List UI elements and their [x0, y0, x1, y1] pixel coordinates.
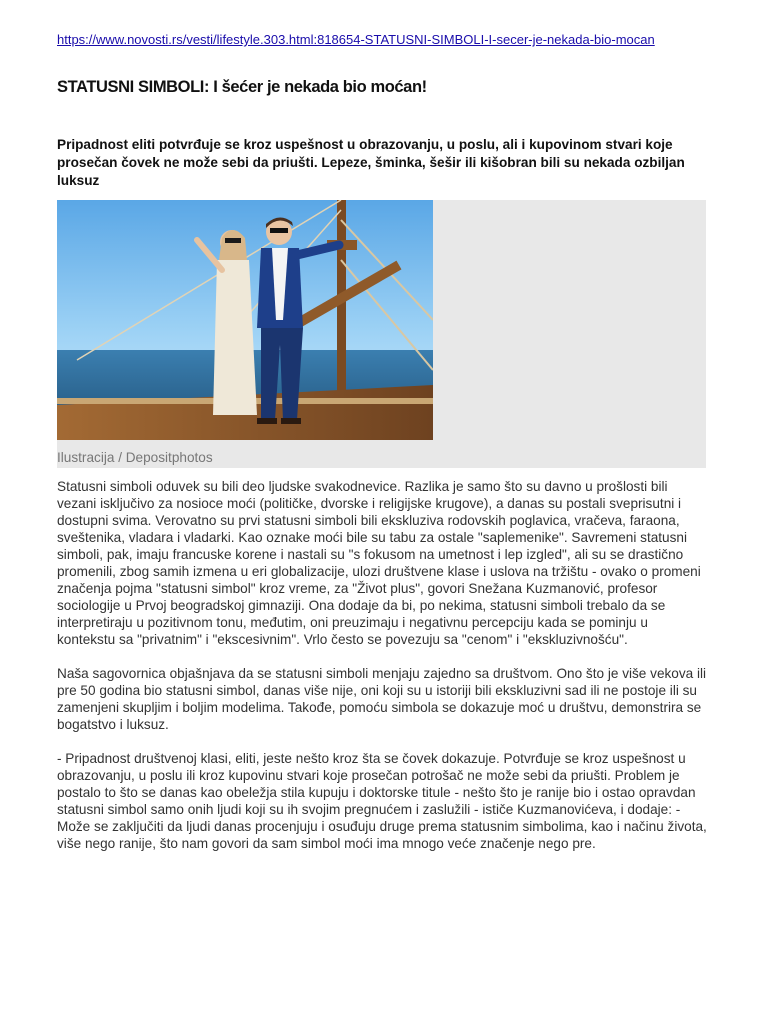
- photo-illustration: [57, 200, 433, 440]
- image-figure: [57, 200, 706, 468]
- body-paragraph-3: - Pripadnost društvenoj klasi, eliti, jeste nešto kroz šta se čovek dokazuje. Potvrđuje se kroz uspešnost u obrazovanju, u poslu ili kroz kupovinu stvari koje prosečan potrošač ne može sebi da priušti. Problem je postalo to što se danas kao obeležja stila kupuju i doktorske titule - nešto što je ranije bio i ostao opravdan statusni simbol samo onih ljudi koji su ih svojim pregnućem i zaslužili - ističe Kuzmanovićeva, i dodaje: - Može se zaključiti da ljudi danas procenjuju i osuđuju druge prema statusnim simbolima, kao i načinu života, više nego ranije, što nam govori da sam simbol moći ima mnogo veće značenje nego pre.: [57, 751, 707, 851]
- image-caption: Ilustracija / Depositphotos: [57, 450, 213, 465]
- article-photo: [57, 200, 433, 440]
- source-link[interactable]: https://www.novosti.rs/vesti/lifestyle.303.html:818654-STATUSNI-SIMBOLI-I-secer-je-nekada-bio-mocan: [57, 32, 655, 47]
- article-body: [57, 478, 709, 869]
- body-paragraph-1: Statusni simboli oduvek su bili deo ljudske svakodnevice. Razlika je samo što su davno u prošlosti bili vezani isključivo za nosioce moći (političke, dvorske i religijske krugove), a danas su postali sveprisutni i dostupni svima. Verovatno su prvi statusni simboli bili ekskluziva rodovskih poglavica, vračeva, faraona, sveštenika, vladara i vladarki. Kao oznake moći bile su tabu za ostale "saplemenike". Savremeni statusni simboli, pak, imaju francuske korene i nastali su "s fokusom na umetnost i lep izgled", ali su se drastično promenili, zbog samih izmena u eri globalizacije, ulozi društvene klase i uslova na tržištu - ovako o promeni značenja pojma "statusni simbol" kroz vreme, za "Život plus", govori Snežana Kuzmanović, profesor sociologije u Prvoj beogradskoj gimnaziji. Ona dodaje da bi, po nekima, statusni simboli trebalo da se interpretiraju u pozitivnom tonu, međutim, oni preuzimaju i negativnu percepciju kada se pominju u kontekstu sa "privatnim" i "ekscesivnim". Vrlo često se povezuju sa "cenom" i "ekskluzivnošću".: [57, 479, 701, 647]
- article-headline: STATUSNI SIMBOLI: I šećer je nekada bio moćan!: [57, 78, 427, 96]
- body-paragraph-2: Naša sagovornica objašnjava da se statusni simboli menjaju zajedno sa društvom. Ono što je više vekova ili pre 50 godina bio statusni simbol, danas više nije, oni koji su u istoriji bili ekskluzivni sad ili ne postoje ili su zamenjeni skupljim i boljim modelima. Takođe, pomoću simbola se dokazuje moć u društvu, demonstrira se bogatstvo i luksuz.: [57, 666, 707, 732]
- article-lede: Pripadnost eliti potvrđuje se kroz uspešnost u obrazovanju, u poslu, ali i kupovinom stvari koje prosečan čovek ne može sebi da priušti. Lepeze, šminka, šešir ili kišobran bili su nekada ozbiljan luksuz: [57, 137, 685, 188]
